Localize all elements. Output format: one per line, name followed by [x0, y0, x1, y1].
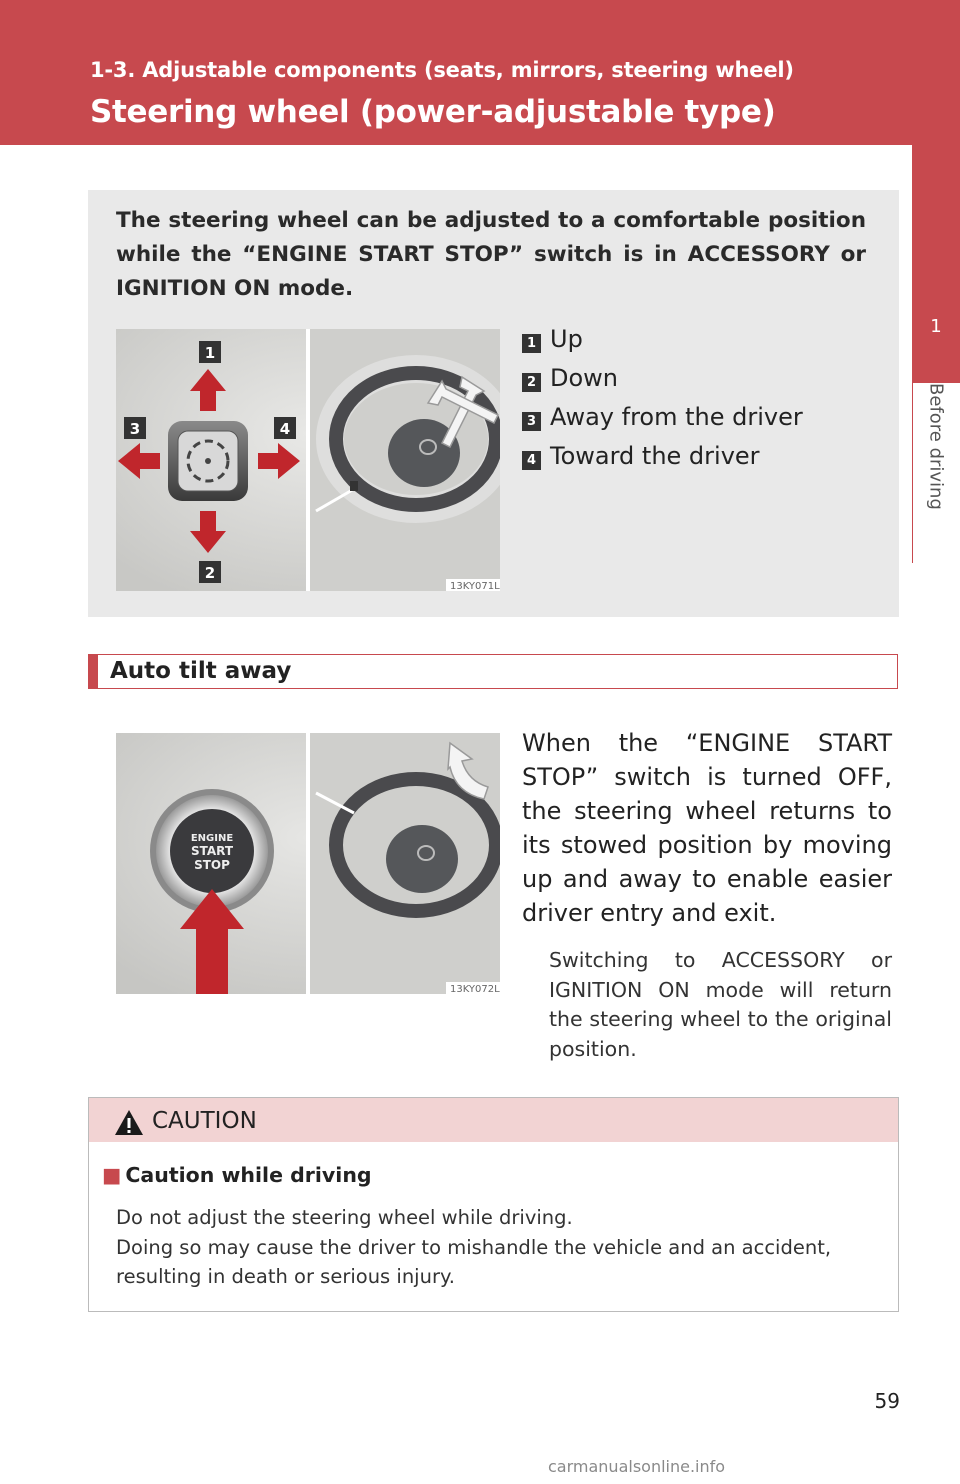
subsection-title: Auto tilt away [110, 658, 292, 684]
caution-subheading-text: Caution while driving [125, 1163, 372, 1187]
auto-tilt-illustration [116, 733, 500, 994]
figure-code: 13KY071L [450, 581, 500, 591]
steering-adjust-illustration [116, 329, 500, 591]
chapter-label-text: Before driving [925, 383, 947, 510]
steering-adjust-figure [116, 329, 500, 591]
figure-code: 13KY072L [450, 984, 500, 994]
chapter-tab[interactable] [912, 145, 960, 383]
chapter-number: 1 [930, 316, 942, 337]
caution-text [116, 1203, 890, 1292]
legend-label: Toward the driver [550, 442, 760, 470]
legend-badge: 3 [522, 412, 541, 431]
legend-label: Away from the driver [550, 403, 803, 431]
button-text-start: START [190, 844, 234, 858]
auto-tilt-note: Switching to ACCESSORY or IGNITION ON mode will return the steering wheel to the original position. [549, 948, 892, 1061]
svg-text:3: 3 [129, 420, 141, 438]
caution-subheading [102, 1163, 372, 1187]
button-text-stop: STOP [194, 858, 230, 872]
auto-tilt-body: When the “ENGINE START STOP” switch is turned OFF, the steering wheel returns to its stowed position by moving up and away to enable easier driver entry and exit. [522, 729, 892, 927]
svg-text:4: 4 [279, 420, 291, 438]
page-title: Steering wheel (power-adjustable type) [90, 94, 776, 130]
legend-badge: 2 [522, 373, 541, 392]
page-number: 59 [874, 1389, 900, 1413]
legend-label: Down [550, 364, 619, 392]
legend-badge: 1 [522, 334, 541, 353]
chapter-label [912, 383, 960, 583]
caution-line: Do not adjust the steering wheel while driving. [116, 1206, 573, 1229]
watermark: carmanualsonline.info [548, 1457, 726, 1476]
auto-tilt-figure [116, 733, 500, 994]
subsection-accent-bar [88, 654, 98, 689]
square-bullet-icon: ■ [102, 1163, 122, 1187]
legend-badge: 4 [522, 451, 541, 470]
warning-triangle-icon [114, 1109, 144, 1136]
button-text-engine: ENGINE [190, 833, 234, 844]
svg-text:1: 1 [204, 344, 216, 362]
intro-text: The steering wheel can be adjusted to a comfortable position while the “ENGINE START STOP” switch is in ACCESSORY or IGNITION ON mode. [116, 208, 866, 301]
caution-line: Doing so may cause the driver to mishandle the vehicle and an accident, resulting in death or serious injury. [116, 1235, 832, 1288]
section-label: 1-3. Adjustable components (seats, mirrors, steering wheel) [90, 58, 794, 82]
legend-label: Up [550, 325, 583, 353]
svg-text:2: 2 [204, 564, 216, 582]
caution-title: CAUTION [152, 1108, 257, 1134]
